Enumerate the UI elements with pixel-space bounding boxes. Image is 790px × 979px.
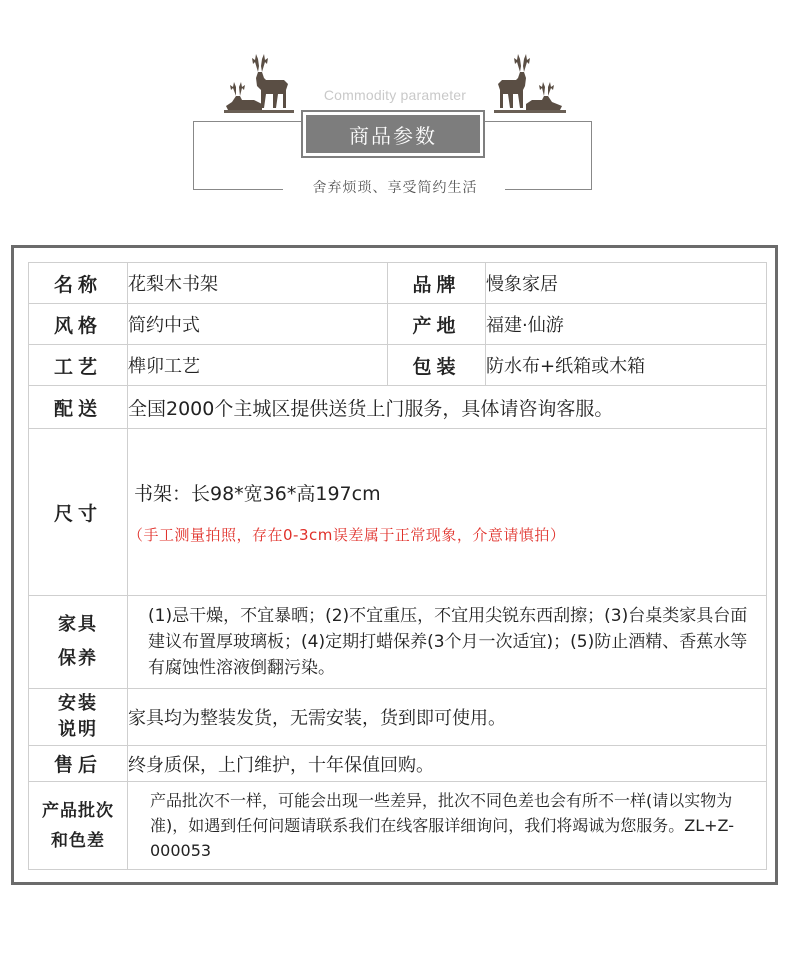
name-label: 名称 <box>29 263 128 304</box>
size-note: （手工测量拍照，存在0-3cm误差属于正常现象，介意请慎拍） <box>128 526 566 544</box>
craft-value: 榫卯工艺 <box>128 345 388 386</box>
subtitle-english: Commodity parameter <box>323 87 467 103</box>
page-title: 商品参数 <box>306 115 480 153</box>
aftersale-label: 售后 <box>29 746 128 782</box>
slogan: 舍弃烦琐、享受简约生活 <box>312 180 478 196</box>
table-row <box>29 746 767 782</box>
page-header <box>0 0 790 230</box>
delivery-value: 全国2000个主城区提供送货上门服务，具体请咨询客服。 <box>128 386 767 429</box>
origin-label: 产地 <box>388 304 486 345</box>
batch-label: 产品批次 和色差 <box>29 782 128 870</box>
table-row <box>29 263 767 304</box>
craft-label: 工艺 <box>29 345 128 386</box>
name-value: 花梨木书架 <box>128 263 388 304</box>
deer-decoration-left-icon <box>222 50 312 118</box>
package-label: 包装 <box>388 345 486 386</box>
package-value: 防水布+纸箱或木箱 <box>486 345 767 386</box>
table-row <box>29 782 767 870</box>
batch-value: 产品批次不一样，可能会出现一些差异，批次不同色差也会有所不一样(请以实物为准)，如遇到任何问题请联系我们在线客服详细询问，我们将竭诚为您服务。ZL+Z-000053 <box>128 782 767 870</box>
size-value: 书架：长98*宽36*高197cm <box>134 483 381 505</box>
brand-label: 品牌 <box>388 263 486 304</box>
install-label: 安装 说明 <box>29 689 128 746</box>
style-label: 风格 <box>29 304 128 345</box>
install-value: 家具均为整装发货，无需安装，货到即可使用。 <box>128 689 767 746</box>
table-row <box>29 386 767 429</box>
size-cell <box>128 429 767 596</box>
size-label: 尺寸 <box>29 429 128 596</box>
delivery-label: 配送 <box>29 386 128 429</box>
deer-decoration-right-icon <box>478 50 568 118</box>
table-row <box>29 596 767 689</box>
table-row <box>29 429 767 596</box>
brand-value: 慢象家居 <box>486 263 767 304</box>
spec-table <box>28 262 767 870</box>
style-value: 简约中式 <box>128 304 388 345</box>
table-row <box>29 689 767 746</box>
page-title-box <box>301 110 485 158</box>
care-label: 家具 保养 <box>29 596 128 689</box>
aftersale-value: 终身质保，上门维护，十年保值回购。 <box>128 746 767 782</box>
table-row <box>29 304 767 345</box>
origin-value: 福建·仙游 <box>486 304 767 345</box>
table-row <box>29 345 767 386</box>
care-value: (1)忌干燥，不宜暴晒；(2)不宜重压，不宜用尖锐东西刮擦；(3)台桌类家具台面建议布置厚玻璃板；(4)定期打蜡保养(3个月一次适宜)；(5)防止酒精、香蕉水等有腐蚀性溶液倒翻污染。 <box>128 596 767 689</box>
